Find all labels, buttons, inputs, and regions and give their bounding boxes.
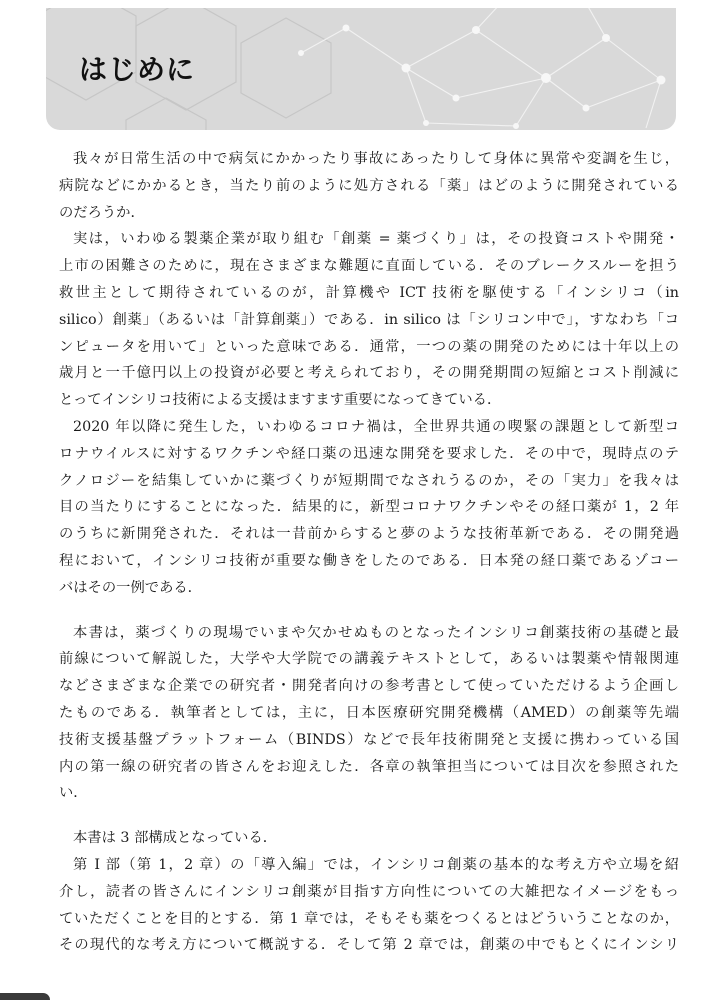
text-line: ロナウイルスに対するワクチンや経口薬の迅速な開発を要求した．その中で，現時点のテ bbox=[59, 445, 679, 462]
text-line: 2020 年以降に発生した，いわゆるコロナ禍は，全世界共通の喫緊の課題として新型コ bbox=[73, 418, 679, 435]
text-line: 技術支援基盤プラットフォーム（BINDS）などで長年技術開発と支援に携わっている国 bbox=[59, 731, 679, 748]
text-line: などさまざまな企業での研究者・開発者向けの参考書として使っていただけるよう企画し bbox=[59, 678, 679, 695]
text-line: 本書は 3 部構成となっている． bbox=[73, 830, 278, 847]
text-line: 実は，いわゆる製薬企業が取り組む「創薬 = 薬づくり」は，その投資コストや開発・ bbox=[73, 231, 679, 248]
text-line: 目の当たりにすることになった．結果的に，新型コロナワクチンやその経口薬が 1，2 年 bbox=[59, 499, 679, 516]
paragraph-gap bbox=[59, 602, 679, 620]
paragraph bbox=[59, 852, 679, 959]
paragraph bbox=[59, 226, 679, 414]
paragraph bbox=[59, 146, 679, 226]
text-line: 救世主として期待されているのが，計算機や ICT 技術を駆使する「インシリコ（in bbox=[59, 284, 679, 301]
text-line: 上市の困難さのために，現在さまざまな難題に直面している．そのブレークスルーを担う bbox=[59, 258, 679, 275]
paragraph bbox=[59, 825, 679, 852]
text-line: 程において，インシリコ技術が重要な働きをしたのである．日本発の経口薬であるゾコー bbox=[59, 552, 679, 569]
text-line: バはその一例である． bbox=[59, 579, 202, 596]
page-title: はじめに bbox=[79, 53, 196, 86]
text-line: 第 I 部（第 1，2 章）の「導入編」では，インシリコ創薬の基本的な考え方や立場を紹 bbox=[73, 856, 679, 873]
text-line: 本書は，薬づくりの現場でいまや欠かせぬものとなったインシリコ創薬技術の基礎と最 bbox=[73, 624, 679, 641]
text-line: ンピュータを用いて」といった意味である．通常，一つの薬の開発のためには十年以上の bbox=[59, 338, 679, 355]
text-line: ていただくことを目的とする．第 1 章では，そもそも薬をつくるとはどういうことなのか， bbox=[59, 910, 679, 927]
text-line: 我々が日常生活の中で病気にかかったり事故にあったりして身体に異常や変調を生じ， bbox=[73, 151, 679, 167]
chapter-header-banner bbox=[46, 8, 676, 130]
paragraph bbox=[59, 620, 679, 808]
text-line: とってインシリコ技術による支援はますます重要になってきている． bbox=[59, 392, 502, 409]
text-line: 内の第一線の研究者の皆さんをお迎えした．各章の執筆担当については目次を参照された bbox=[59, 758, 679, 775]
text-line: その現代的な考え方について概説する．そして第 2 章では，創薬の中でもとくにインシリ bbox=[59, 937, 679, 954]
paragraph bbox=[59, 414, 679, 602]
paragraph-gap bbox=[59, 807, 679, 825]
text-line: 介し，読者の皆さんにインシリコ創薬が目指す方向性についての大雑把なイメージをもっ bbox=[59, 883, 679, 900]
text-line: 歳月と一千億円以上の投資が必要と考えられており，その開発期間の短縮とコスト削減に bbox=[59, 365, 679, 382]
text-line: 病院などにかかるとき，当たり前のように処方される「薬」はどのように開発されている bbox=[59, 177, 679, 194]
text-line: たものである．執筆者としては，主に，日本医療研究開発機構（AMED）の創薬等先端 bbox=[59, 704, 679, 721]
text-line: 前線について解説した，大学や大学院での講義テキストとして，あるいは製薬や情報関連 bbox=[59, 651, 679, 668]
page-corner-tab bbox=[0, 993, 50, 1000]
text-line: のうちに新開発された．それは一昔前からすると夢のような技術革新である．その開発過 bbox=[59, 526, 679, 543]
text-line: クノロジーを結集していかに薬づくりが短期間でなされうるのか，その「実力」を我々は bbox=[59, 472, 679, 489]
text-line: のだろうか． bbox=[59, 204, 145, 221]
preface-body bbox=[59, 146, 679, 959]
text-line: い． bbox=[59, 785, 88, 802]
text-line: silico）創薬」（あるいは「計算創薬」）である．in silico は「シリコン中で」，すなわち「コ bbox=[59, 311, 679, 328]
